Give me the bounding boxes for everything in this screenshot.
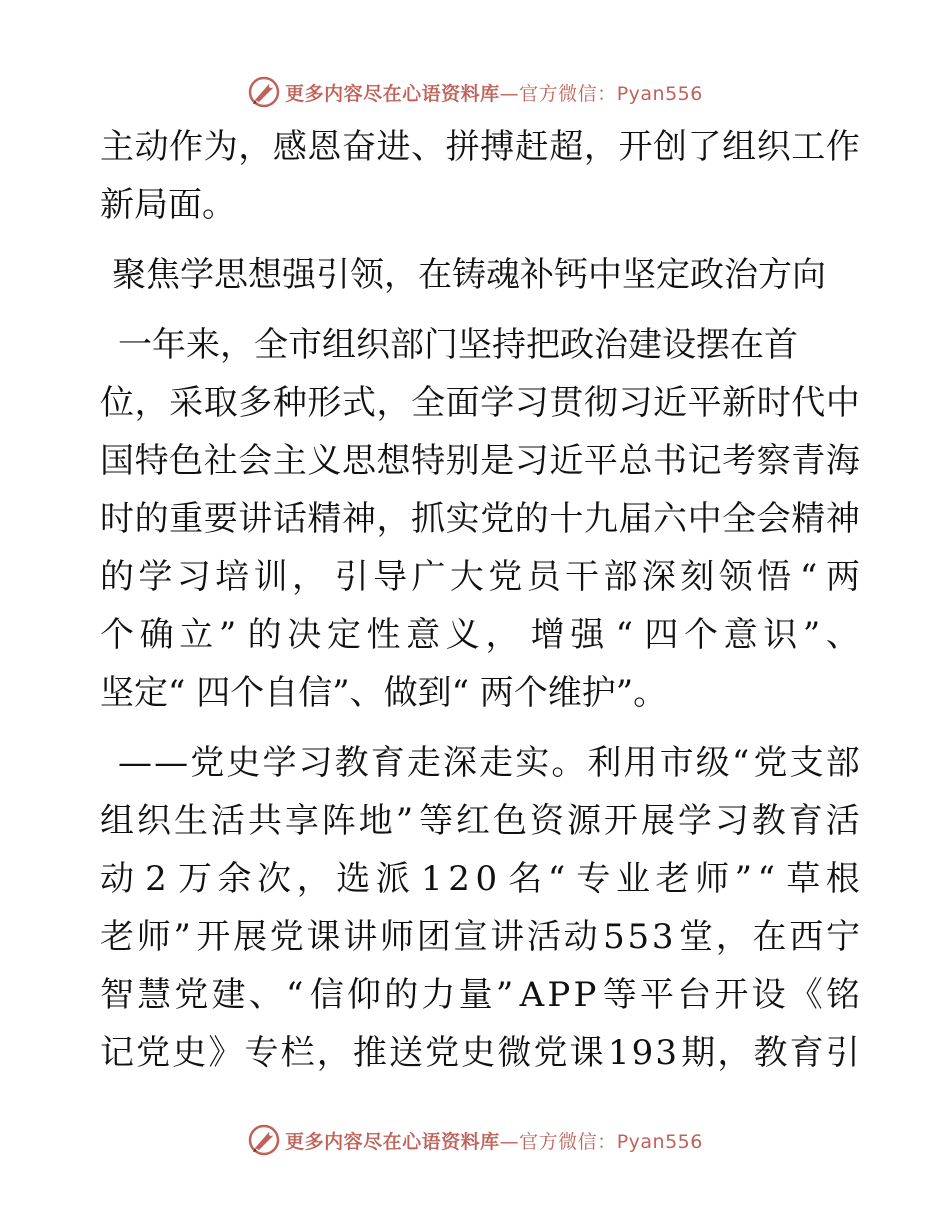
footer-banner-text (285, 1127, 703, 1154)
banner-main-text: 更多内容尽在心语资料库 (285, 1130, 500, 1153)
text-line: 国 特 色 社 会 主 义 思 想 特 别 是 习 近 平 总 书 记 考 察 青 海 (100, 441, 860, 481)
text-line: 新局面。 (100, 185, 236, 225)
text-line: 智 慧 党 建 、 “ 信 仰 的 力 量 ” A P P 等 平 台 开 设 《 铭 (100, 975, 860, 1015)
text-line: 组 织 生 活 共 享 阵 地 ” 等 红 色 资 源 开 展 学 习 教 育 活 (100, 801, 860, 841)
text-line: 位 ， 采 取 多 种 形 式 ， 全 面 学 习 贯 彻 习 近 平 新 时 代 中 (100, 383, 860, 423)
text-line: — — 党 史 学 习 教 育 走 深 走 实 。 利 用 市 级 “ 党 支 部 (118, 743, 860, 783)
banner-separator: — (499, 1130, 520, 1153)
header-banner (0, 72, 950, 112)
footer-banner (0, 1120, 950, 1160)
text-line: 坚定“ 四个自信”、做到“ 两个维护”。 (100, 673, 668, 713)
text-line: 一年来，全市组织部门坚持把政治建设摆在首 (118, 325, 798, 365)
text-line: 动 2 万 余 次 ， 选 派 1 2 0 名 “ 专 业 老 师 ” “ 草 根 (100, 859, 860, 899)
text-line: 的 学 习 培 训 ， 引 导 广 大 党 员 干 部 深 刻 领 悟 “ 两 (100, 557, 860, 597)
banner-wechat-label: 官方微信： (519, 1130, 617, 1153)
banner-wechat-label: 官方微信： (519, 82, 617, 105)
text-line: 时 的 重 要 讲 话 精 神 ， 抓 实 党 的 十 九 届 六 中 全 会 精 神 (100, 499, 860, 539)
banner-separator: — (499, 82, 520, 105)
section-heading: 聚焦学思想强引领，在铸魂补钙中坚定政治方向 (112, 255, 826, 295)
text-line: 记 党 史 》 专 栏 ， 推 送 党 史 微 党 课 1 9 3 期 ， 教 育 引 (100, 1033, 860, 1073)
pen-logo-icon (247, 1123, 281, 1157)
text-line: 老 师 ” 开 展 党 课 讲 师 团 宣 讲 活 动 5 5 3 堂 ， 在 西 宁 (100, 917, 860, 957)
document-body (100, 124, 860, 1088)
pen-logo-icon (247, 75, 281, 109)
banner-wechat-id: Pyan556 (616, 82, 703, 105)
text-line: 主 动 作 为 ， 感 恩 奋 进 、 拼 搏 赶 超 ， 开 创 了 组 织 工 作 (100, 127, 860, 167)
banner-wechat-id: Pyan556 (616, 1130, 703, 1153)
banner-main-text: 更多内容尽在心语资料库 (285, 82, 500, 105)
header-banner-text (285, 79, 703, 106)
text-line: 个 确 立 ” 的 决 定 性 意 义 ， 增 强 “ 四 个 意 识 ” 、 (100, 615, 860, 655)
